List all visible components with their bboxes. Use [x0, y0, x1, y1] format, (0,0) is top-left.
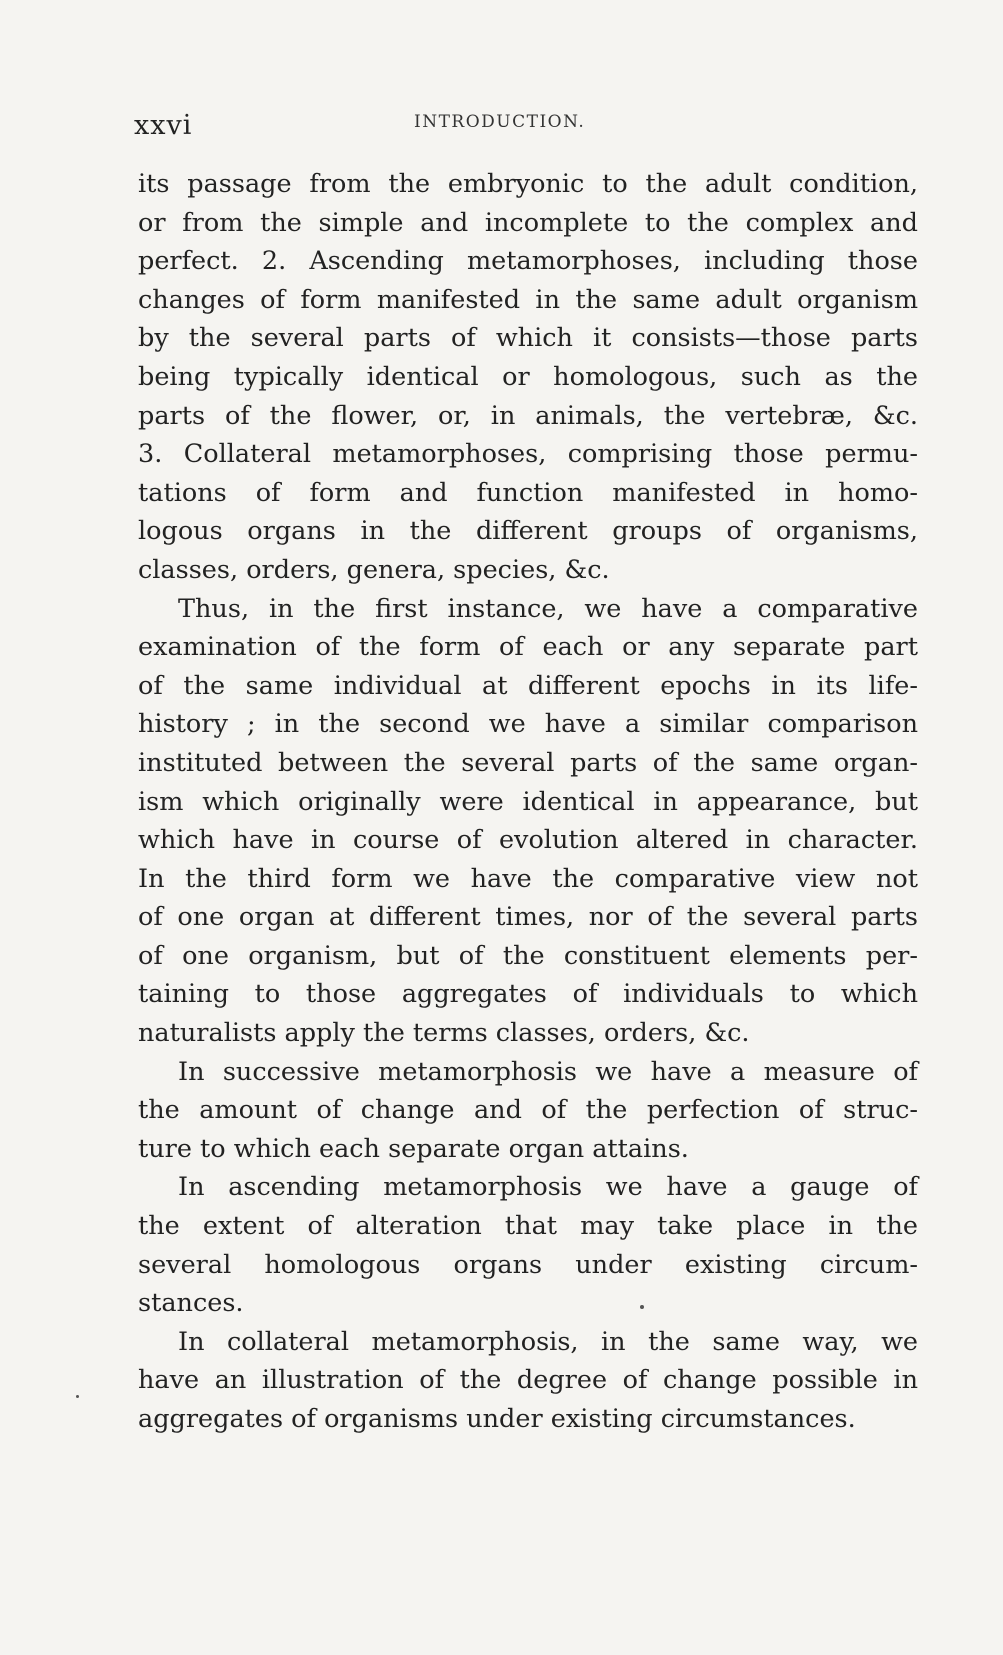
- text-line: of one organ at different times, nor of the several parts: [138, 902, 918, 933]
- text-line: changes of form manifested in the same adult organism: [138, 284, 918, 315]
- running-title: INTRODUCTION.: [414, 112, 586, 132]
- running-head: [134, 110, 934, 150]
- text-line: ture to which each separate organ attains.: [138, 1133, 689, 1164]
- text-line: have an illustration of the degree of change possible in: [138, 1365, 918, 1396]
- text-line: classes, orders, genera, species, &c.: [138, 554, 610, 585]
- text-line: being typically identical or homologous, such as the: [138, 361, 918, 392]
- text-line: parts of the flower, or, in animals, the vertebræ, &c.: [138, 400, 918, 431]
- text-line: or from the simple and incomplete to the complex and: [138, 207, 918, 238]
- text-line: 3. Collateral metamorphoses, comprising those permu-: [138, 439, 918, 470]
- text-line: its passage from the embryonic to the adult condition,: [138, 169, 918, 199]
- text-line: several homologous organs under existing circum-: [138, 1249, 918, 1280]
- body-text: [138, 165, 918, 1439]
- text-line: by the several parts of which it consists—those parts: [138, 323, 918, 354]
- text-line: tations of form and function manifested in homo-: [138, 477, 918, 508]
- text-line: of one organism, but of the constituent elements per-: [138, 940, 918, 971]
- text-line: taining to those aggregates of individuals to which: [138, 979, 918, 1010]
- text-line: the amount of change and of the perfection of struc-: [138, 1095, 918, 1126]
- text-line: instituted between the several parts of the same organ-: [138, 747, 918, 778]
- text-line: In successive metamorphosis we have a measure of: [178, 1056, 918, 1087]
- text-line: naturalists apply the terms classes, orders, &c.: [138, 1018, 750, 1049]
- text-line: examination of the form of each or any separate part: [138, 632, 918, 663]
- text-line: stances.: [138, 1288, 244, 1319]
- text-line: perfect. 2. Ascending metamorphoses, including those: [138, 246, 918, 277]
- text-line: In ascending metamorphosis we have a gauge of: [178, 1172, 918, 1203]
- text-line: logous organs in the different groups of organisms,: [138, 516, 918, 547]
- text-line: the extent of alteration that may take place in the: [138, 1211, 918, 1242]
- text-line: ism which originally were identical in appearance, but: [138, 786, 918, 817]
- ink-speck: [76, 1395, 79, 1398]
- text-line: which have in course of evolution altered in character.: [138, 825, 918, 856]
- text-line: of the same individual at different epochs in its life-: [138, 670, 918, 701]
- text-line: Thus, in the first instance, we have a comparative: [178, 593, 918, 624]
- ink-speck: [640, 1305, 644, 1309]
- text-line: aggregates of organisms under existing circumstances.: [138, 1404, 856, 1434]
- text-line: In the third form we have the comparative view not: [138, 863, 918, 894]
- page-number: xxvi: [134, 110, 193, 141]
- text-line: In collateral metamorphosis, in the same way, we: [178, 1326, 918, 1357]
- text-line: history ; in the second we have a similar comparison: [138, 709, 918, 740]
